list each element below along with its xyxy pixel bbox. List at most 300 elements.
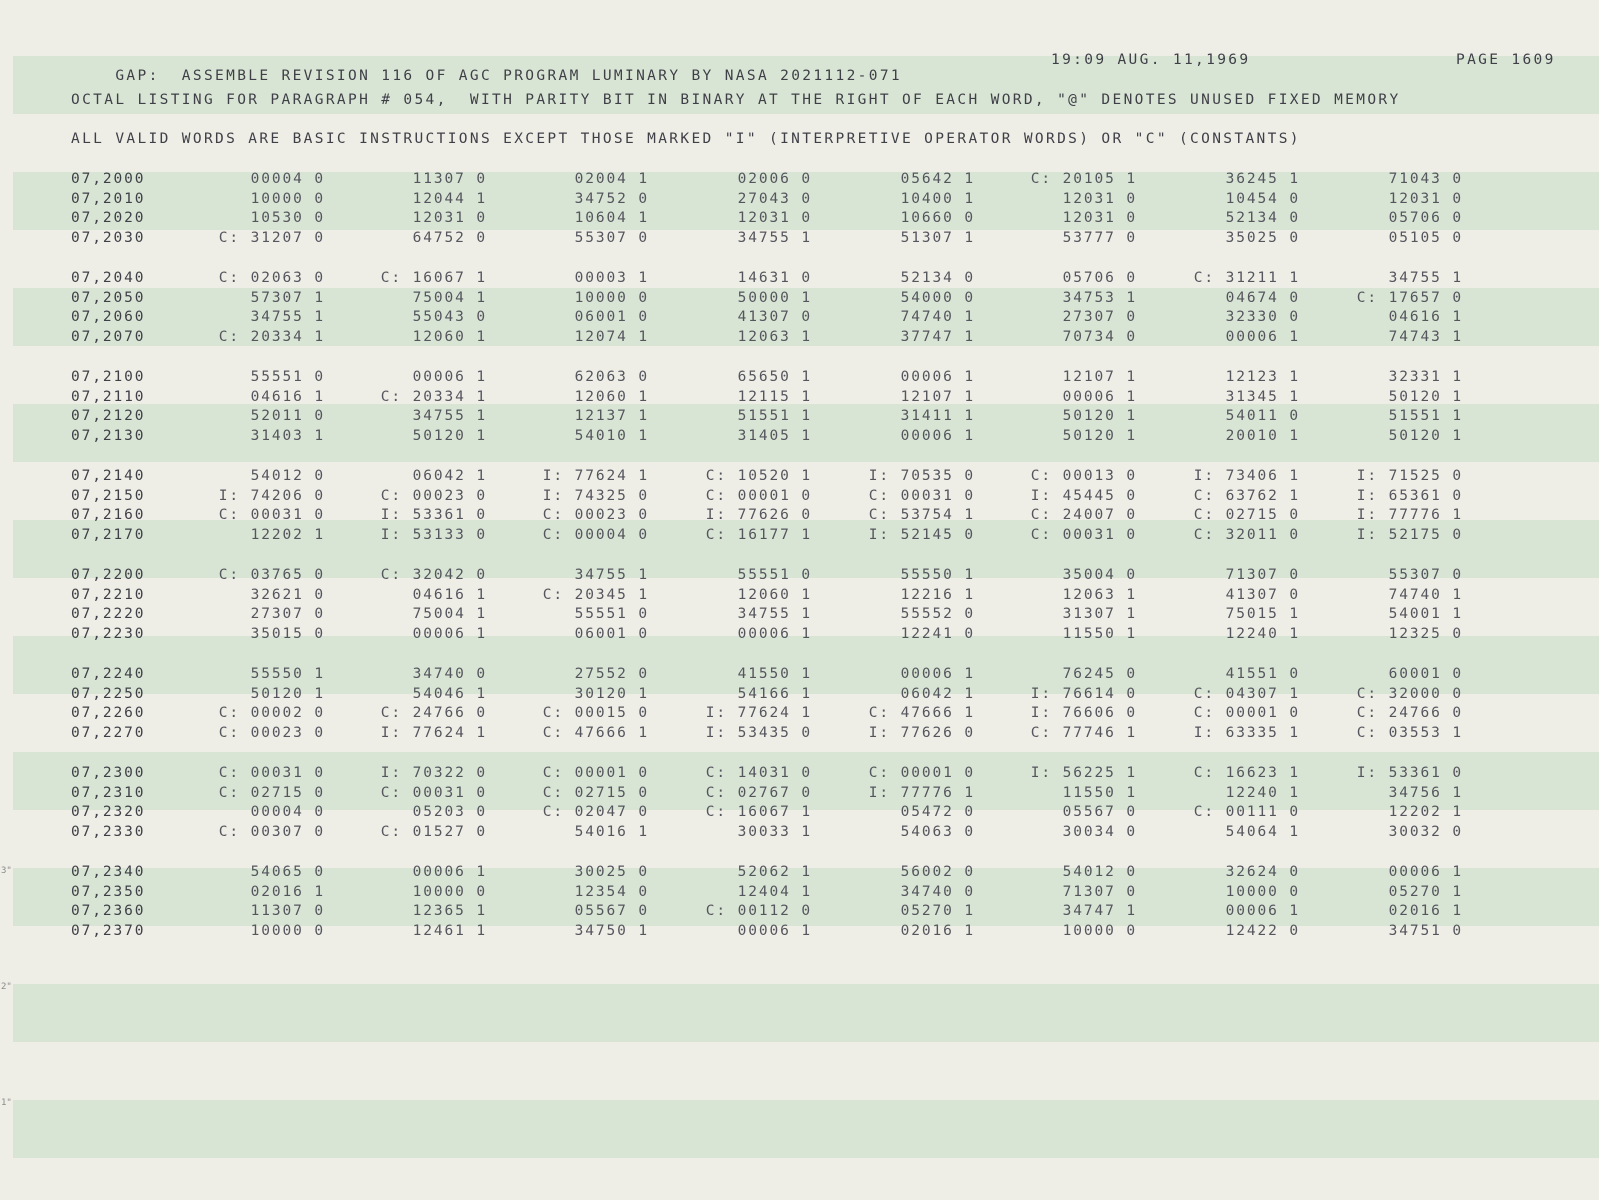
octal-word: 34755 1	[1388, 270, 1463, 286]
address-label: 07,2030	[71, 230, 146, 247]
octal-word: 05472 0	[900, 804, 975, 821]
octal-word: 34747 1	[1062, 903, 1137, 920]
octal-word: 62063 0	[574, 369, 649, 385]
octal-word: 05706 0	[1388, 210, 1463, 227]
octal-word: 55550 1	[900, 567, 975, 583]
octal-word: 00006 1	[737, 923, 812, 940]
octal-word: 00004 0	[250, 804, 325, 821]
octal-word: 12216 1	[900, 586, 975, 603]
octal-word: 10000 0	[574, 289, 649, 306]
octal-word: C: 02047 0	[542, 804, 649, 821]
listing-row	[0, 764, 1599, 784]
octal-word: C: 00031 0	[868, 487, 975, 504]
octal-word: 71043 0	[1388, 171, 1463, 187]
octal-word: C: 14031 0	[705, 765, 812, 781]
octal-word: C: 03553 1	[1356, 725, 1463, 742]
octal-word: 34755 1	[574, 567, 649, 583]
octal-word: 32624 0	[1225, 864, 1300, 880]
listing-block	[0, 863, 1599, 962]
page-number: PAGE 1609	[1456, 52, 1556, 68]
octal-word: 70734 0	[1062, 329, 1137, 346]
print-timestamp: 19:09 AUG. 11,1969	[1051, 52, 1251, 68]
octal-word: 54000 0	[900, 289, 975, 306]
octal-word: 12240 1	[1225, 784, 1300, 801]
octal-word: 12031 0	[1388, 190, 1463, 207]
address-label: 07,2170	[71, 527, 146, 544]
listing-block	[0, 170, 1599, 269]
listing-block	[0, 566, 1599, 665]
octal-word: C: 16623 1	[1193, 765, 1300, 781]
octal-word: 10530 0	[250, 210, 325, 227]
address-label: 07,2100	[71, 369, 146, 385]
octal-word: 02016 1	[250, 883, 325, 900]
octal-word: I: 74325 0	[542, 487, 649, 504]
octal-word: 20010 1	[1225, 428, 1300, 445]
listing-row	[0, 922, 1599, 942]
listing-block	[0, 764, 1599, 863]
octal-word: I: 76606 0	[1030, 705, 1137, 722]
address-label: 07,2220	[71, 606, 146, 623]
octal-word: 12031 0	[412, 210, 487, 227]
octal-word: 64752 0	[412, 230, 487, 247]
listing-row	[0, 407, 1599, 427]
octal-word: 27552 0	[574, 666, 649, 682]
octal-word: C: 20105 1	[1030, 171, 1137, 187]
octal-word: 12241 0	[900, 626, 975, 643]
octal-word: C: 24007 0	[1030, 507, 1137, 524]
address-label: 07,2330	[71, 824, 146, 841]
octal-word: 52134 0	[1225, 210, 1300, 227]
listing-row	[0, 665, 1599, 685]
address-label: 07,2240	[71, 666, 146, 682]
listing-row	[0, 427, 1599, 447]
octal-word: I: 73406 1	[1193, 468, 1300, 484]
listing-row	[0, 803, 1599, 823]
octal-word: 10660 0	[900, 210, 975, 227]
listing-row	[0, 566, 1599, 586]
octal-word: C: 77746 1	[1030, 725, 1137, 742]
octal-word: 32331 1	[1388, 369, 1463, 385]
octal-word: 10000 0	[1225, 883, 1300, 900]
octal-word: 36245 1	[1225, 171, 1300, 187]
octal-word: 12461 1	[412, 923, 487, 940]
octal-word: 31411 1	[900, 408, 975, 425]
octal-word: 00006 1	[412, 864, 487, 880]
listing-row	[0, 724, 1599, 744]
octal-word: 27043 0	[737, 190, 812, 207]
listing-block	[0, 665, 1599, 764]
octal-word: I: 70322 0	[380, 765, 487, 781]
octal-word: 12202 1	[250, 527, 325, 544]
octal-word: 75004 1	[412, 289, 487, 306]
address-label: 07,2340	[71, 864, 146, 880]
address-label: 07,2270	[71, 725, 146, 742]
octal-word: 12115 1	[737, 388, 812, 405]
octal-word: 30034 0	[1062, 824, 1137, 841]
octal-word: C: 02767 0	[705, 784, 812, 801]
octal-word: 50120 1	[1062, 408, 1137, 425]
listing-row	[0, 328, 1599, 348]
octal-word: 14631 0	[737, 270, 812, 286]
octal-word: 52062 1	[737, 864, 812, 880]
octal-word: 34740 0	[412, 666, 487, 682]
octal-word: 30032 0	[1388, 824, 1463, 841]
octal-word: 76245 0	[1062, 666, 1137, 682]
octal-word: 50000 1	[737, 289, 812, 306]
octal-word: C: 31207 0	[218, 230, 325, 247]
octal-word: 05567 0	[574, 903, 649, 920]
listing-row	[0, 506, 1599, 526]
octal-word: C: 00023 0	[218, 725, 325, 742]
octal-word: C: 20334 1	[218, 329, 325, 346]
address-label: 07,2320	[71, 804, 146, 821]
octal-word: 31345 1	[1225, 388, 1300, 405]
octal-word: I: 71525 0	[1356, 468, 1463, 484]
octal-word: 00006 1	[1225, 329, 1300, 346]
octal-word: 34751 0	[1388, 923, 1463, 940]
octal-word: 35025 0	[1225, 230, 1300, 247]
octal-word: 54012 0	[1062, 864, 1137, 880]
listing-block	[0, 269, 1599, 368]
address-label: 07,2020	[71, 210, 146, 227]
octal-word: 55307 0	[574, 230, 649, 247]
listing-row	[0, 784, 1599, 804]
octal-word: 12063 1	[737, 329, 812, 346]
octal-word: 55043 0	[412, 309, 487, 326]
octal-word: 05203 0	[412, 804, 487, 821]
listing-row	[0, 685, 1599, 705]
octal-word: 55551 0	[574, 606, 649, 623]
octal-word: 30120 1	[574, 685, 649, 702]
listing-row	[0, 190, 1599, 210]
listing-row	[0, 883, 1599, 903]
octal-word: 57307 1	[250, 289, 325, 306]
octal-word: 05706 0	[1062, 270, 1137, 286]
octal-word: I: 77776 1	[868, 784, 975, 801]
listing-row	[0, 487, 1599, 507]
octal-word: 34750 1	[574, 923, 649, 940]
octal-word: C: 16067 1	[380, 270, 487, 286]
octal-word: 12031 0	[737, 210, 812, 227]
octal-word: 55307 0	[1388, 567, 1463, 583]
octal-word: 02016 1	[1388, 903, 1463, 920]
octal-word: C: 00001 0	[705, 487, 812, 504]
octal-word: C: 04307 1	[1193, 685, 1300, 702]
address-label: 07,2250	[71, 685, 146, 702]
octal-word: 51551 1	[737, 408, 812, 425]
octal-word: I: 52145 0	[868, 527, 975, 544]
address-label: 07,2210	[71, 586, 146, 603]
octal-word: 56002 0	[900, 864, 975, 880]
octal-word: 12137 1	[574, 408, 649, 425]
octal-word: 12074 1	[574, 329, 649, 346]
listing-row	[0, 209, 1599, 229]
octal-word: 00006 1	[900, 428, 975, 445]
octal-word: C: 32042 0	[380, 567, 487, 583]
octal-word: 54010 1	[574, 428, 649, 445]
octal-word: C: 02715 0	[218, 784, 325, 801]
margin-mark: 3"	[1, 866, 12, 876]
octal-word: C: 00112 0	[705, 903, 812, 920]
octal-word: C: 00001 0	[1193, 705, 1300, 722]
listing-row	[0, 823, 1599, 843]
octal-word: 12107 1	[900, 388, 975, 405]
octal-word: 12044 1	[412, 190, 487, 207]
octal-word: 27307 0	[1062, 309, 1137, 326]
listing-row	[0, 388, 1599, 408]
octal-word: C: 17657 0	[1356, 289, 1463, 306]
octal-word: 35015 0	[250, 626, 325, 643]
margin-mark: 2"	[1, 982, 12, 992]
octal-word: 05270 1	[900, 903, 975, 920]
octal-word: 71307 0	[1225, 567, 1300, 583]
octal-word: C: 53754 1	[868, 507, 975, 524]
octal-word: 34755 1	[737, 230, 812, 247]
octal-word: I: 77624 1	[705, 705, 812, 722]
octal-word: 32330 0	[1225, 309, 1300, 326]
octal-word: 34740 0	[900, 883, 975, 900]
octal-word: 06001 0	[574, 626, 649, 643]
octal-word: C: 03765 0	[218, 567, 325, 583]
octal-word: 55552 0	[900, 606, 975, 623]
octal-word: 10000 0	[412, 883, 487, 900]
octal-word: 31405 1	[737, 428, 812, 445]
listing-row	[0, 526, 1599, 546]
octal-listing	[0, 170, 1599, 962]
octal-word: C: 00031 0	[218, 507, 325, 524]
address-label: 07,2370	[71, 923, 146, 940]
octal-word: 04616 1	[412, 586, 487, 603]
octal-word: C: 00031 0	[218, 765, 325, 781]
address-label: 07,2150	[71, 487, 146, 504]
address-label: 07,2140	[71, 468, 146, 484]
octal-word: 41307 0	[737, 309, 812, 326]
octal-word: C: 02715 0	[542, 784, 649, 801]
address-label: 07,2050	[71, 289, 146, 306]
octal-word: 10400 1	[900, 190, 975, 207]
octal-word: 30025 0	[574, 864, 649, 880]
listing-row	[0, 704, 1599, 724]
octal-word: I: 77626 0	[868, 725, 975, 742]
octal-word: 12060 1	[574, 388, 649, 405]
octal-word: C: 00013 0	[1030, 468, 1137, 484]
octal-word: I: 70535 0	[868, 468, 975, 484]
octal-word: 52134 0	[900, 270, 975, 286]
octal-word: C: 00031 0	[1030, 527, 1137, 544]
octal-word: 00006 1	[412, 369, 487, 385]
paper-band	[13, 1100, 1599, 1158]
octal-word: 11307 0	[250, 903, 325, 920]
octal-word: 00006 1	[737, 626, 812, 643]
octal-word: 50120 1	[1062, 428, 1137, 445]
octal-word: 00004 0	[250, 171, 325, 187]
octal-word: 00003 1	[574, 270, 649, 286]
octal-word: 06042 1	[900, 685, 975, 702]
octal-word: 34752 0	[574, 190, 649, 207]
octal-word: C: 16177 1	[705, 527, 812, 544]
octal-word: 00006 1	[1062, 388, 1137, 405]
octal-word: 12063 1	[1062, 586, 1137, 603]
listing-row	[0, 467, 1599, 487]
octal-word: C: 00031 0	[380, 784, 487, 801]
address-label: 07,2040	[71, 270, 146, 286]
octal-word: 10454 0	[1225, 190, 1300, 207]
octal-word: C: 00015 0	[542, 705, 649, 722]
octal-word: 02004 1	[574, 171, 649, 187]
octal-word: I: 53361 0	[380, 507, 487, 524]
octal-word: 51307 1	[900, 230, 975, 247]
octal-word: I: 53133 0	[380, 527, 487, 544]
address-label: 07,2200	[71, 567, 146, 583]
octal-word: C: 02715 0	[1193, 507, 1300, 524]
octal-word: 71307 0	[1062, 883, 1137, 900]
octal-word: 12031 0	[1062, 210, 1137, 227]
octal-word: 54001 1	[1388, 606, 1463, 623]
octal-word: 32621 0	[250, 586, 325, 603]
octal-word: 00006 1	[1225, 903, 1300, 920]
octal-word: C: 00307 0	[218, 824, 325, 841]
octal-word: 37747 1	[900, 329, 975, 346]
address-label: 07,2260	[71, 705, 146, 722]
octal-word: 10604 1	[574, 210, 649, 227]
listing-row	[0, 902, 1599, 922]
listing-block	[0, 368, 1599, 467]
octal-word: 74743 1	[1388, 329, 1463, 346]
address-label: 07,2060	[71, 309, 146, 326]
listing-row	[0, 605, 1599, 625]
octal-word: 31307 1	[1062, 606, 1137, 623]
octal-word: 54016 1	[574, 824, 649, 841]
address-label: 07,2130	[71, 428, 146, 445]
octal-word: 11307 0	[412, 171, 487, 187]
octal-word: 11550 1	[1062, 626, 1137, 643]
octal-word: 11550 1	[1062, 784, 1137, 801]
octal-word: 74740 1	[900, 309, 975, 326]
octal-word: 05642 1	[900, 171, 975, 187]
octal-word: 41307 0	[1225, 586, 1300, 603]
octal-word: C: 01527 0	[380, 824, 487, 841]
octal-word: 05270 1	[1388, 883, 1463, 900]
octal-word: C: 00002 0	[218, 705, 325, 722]
octal-word: 55551 0	[737, 567, 812, 583]
octal-word: C: 16067 1	[705, 804, 812, 821]
octal-word: I: 65361 0	[1356, 487, 1463, 504]
octal-word: 34755 1	[412, 408, 487, 425]
octal-word: I: 76614 0	[1030, 685, 1137, 702]
octal-word: C: 47666 1	[542, 725, 649, 742]
header-line-2: OCTAL LISTING FOR PARAGRAPH # 054, WITH PARITY BIT IN BINARY AT THE RIGHT OF EACH WORD, "@" DENOTES UNUSED FIXED MEMORY	[71, 92, 1401, 108]
octal-word: 10000 0	[250, 923, 325, 940]
address-label: 07,2070	[71, 329, 146, 346]
octal-word: 12240 1	[1225, 626, 1300, 643]
octal-word: I: 77776 1	[1356, 507, 1463, 524]
octal-word: 12060 1	[412, 329, 487, 346]
octal-word: 12404 1	[737, 883, 812, 900]
listing-row	[0, 308, 1599, 328]
octal-word: I: 53361 0	[1356, 765, 1463, 781]
octal-word: 02006 0	[737, 171, 812, 187]
octal-word: I: 56225 1	[1030, 765, 1137, 781]
listing-row	[0, 863, 1599, 883]
octal-word: C: 24766 0	[380, 705, 487, 722]
octal-word: 06042 1	[412, 468, 487, 484]
address-label: 07,2360	[71, 903, 146, 920]
octal-word: 55551 0	[250, 369, 325, 385]
octal-word: 55550 1	[250, 666, 325, 682]
octal-word: 12422 0	[1225, 923, 1300, 940]
octal-word: 50120 1	[250, 685, 325, 702]
octal-word: I: 52175 0	[1356, 527, 1463, 544]
octal-word: C: 02063 0	[218, 270, 325, 286]
octal-word: 60001 0	[1388, 666, 1463, 682]
address-label: 07,2120	[71, 408, 146, 425]
octal-word: 34755 1	[737, 606, 812, 623]
octal-word: 50120 1	[1388, 428, 1463, 445]
address-label: 07,2230	[71, 626, 146, 643]
address-label: 07,2350	[71, 883, 146, 900]
octal-word: 04674 0	[1225, 289, 1300, 306]
octal-word: I: 53435 0	[705, 725, 812, 742]
listing-row	[0, 229, 1599, 249]
octal-word: 31403 1	[250, 428, 325, 445]
paper-band	[13, 984, 1599, 1042]
octal-word: 54012 0	[250, 468, 325, 484]
octal-word: 00006 1	[900, 666, 975, 682]
octal-word: 50120 1	[1388, 388, 1463, 405]
octal-word: 04616 1	[250, 388, 325, 405]
address-label: 07,2010	[71, 190, 146, 207]
octal-word: 12325 0	[1388, 626, 1463, 643]
octal-word: 12123 1	[1225, 369, 1300, 385]
octal-word: 54065 0	[250, 864, 325, 880]
octal-word: 74740 1	[1388, 586, 1463, 603]
octal-word: 00006 1	[900, 369, 975, 385]
octal-word: C: 31211 1	[1193, 270, 1300, 286]
octal-word: C: 20334 1	[380, 388, 487, 405]
listing-row	[0, 586, 1599, 606]
octal-word: 27307 0	[250, 606, 325, 623]
listing-block	[0, 467, 1599, 566]
octal-word: 53777 0	[1062, 230, 1137, 247]
octal-word: 30033 1	[737, 824, 812, 841]
octal-word: C: 00023 0	[542, 507, 649, 524]
listing-row	[0, 625, 1599, 645]
octal-word: 75015 1	[1225, 606, 1300, 623]
octal-word: I: 77624 1	[542, 468, 649, 484]
octal-word: 12202 1	[1388, 804, 1463, 821]
octal-word: 06001 0	[574, 309, 649, 326]
address-label: 07,2000	[71, 171, 146, 187]
octal-word: 12031 0	[1062, 190, 1137, 207]
octal-word: C: 63762 1	[1193, 487, 1300, 504]
octal-word: 54166 1	[737, 685, 812, 702]
address-label: 07,2110	[71, 388, 146, 405]
octal-word: C: 00001 0	[542, 765, 649, 781]
octal-word: 00006 1	[1388, 864, 1463, 880]
octal-word: 12354 0	[574, 883, 649, 900]
octal-word: 05105 0	[1388, 230, 1463, 247]
octal-word: I: 77626 0	[705, 507, 812, 524]
listing-row	[0, 170, 1599, 190]
octal-word: 54064 1	[1225, 824, 1300, 841]
octal-word: 50120 1	[412, 428, 487, 445]
octal-word: 35004 0	[1062, 567, 1137, 583]
octal-word: 05567 0	[1062, 804, 1137, 821]
octal-word: C: 47666 1	[868, 705, 975, 722]
octal-word: C: 00111 0	[1193, 804, 1300, 821]
octal-word: C: 00023 0	[380, 487, 487, 504]
octal-word: 12107 1	[1062, 369, 1137, 385]
